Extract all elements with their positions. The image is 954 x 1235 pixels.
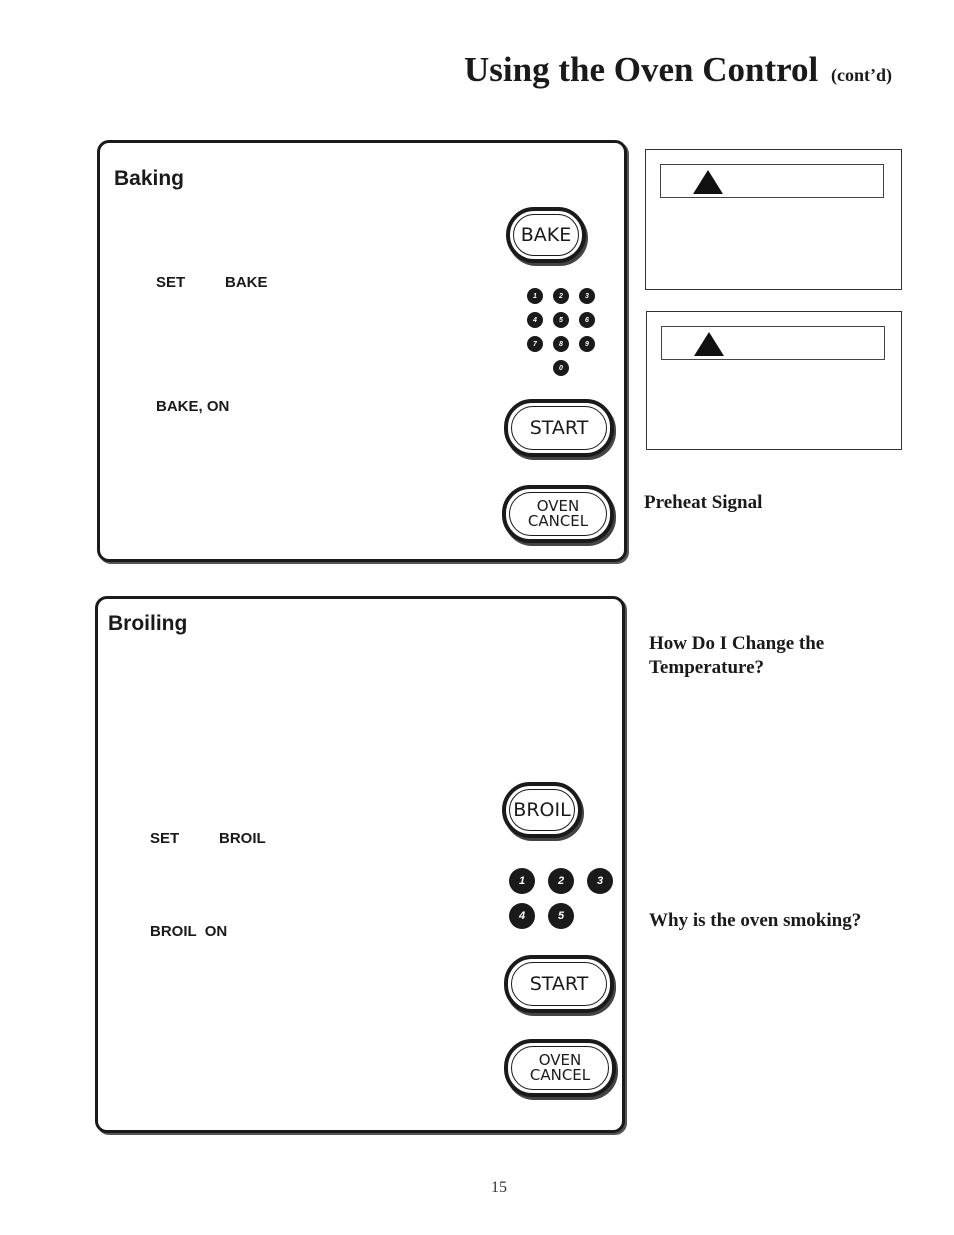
broil-button[interactable] bbox=[502, 782, 582, 838]
preheat-signal-heading: Preheat Signal bbox=[644, 492, 763, 513]
baking-oven-cancel-button[interactable] bbox=[502, 485, 614, 543]
broiling-start-button-label: START bbox=[529, 972, 589, 995]
keypad-key-9[interactable]: 9 bbox=[579, 336, 595, 352]
baking-panel bbox=[97, 140, 627, 562]
broil-button-ring bbox=[509, 789, 575, 831]
broil-keypad-key-4[interactable]: 4 bbox=[509, 903, 535, 929]
change-temperature-heading bbox=[649, 632, 824, 680]
keypad-key-8[interactable]: 8 bbox=[553, 336, 569, 352]
baking-start-button[interactable] bbox=[504, 399, 614, 457]
page-title-suffix: (cont’d) bbox=[831, 65, 892, 85]
baking-oven-cancel-line1: OVEN bbox=[536, 497, 580, 515]
bake-button[interactable] bbox=[506, 207, 586, 263]
broiling-start-button[interactable] bbox=[504, 955, 614, 1013]
broiling-set-label: SET bbox=[150, 830, 180, 847]
broil-keypad-key-2[interactable]: 2 bbox=[548, 868, 574, 894]
keypad-key-7[interactable]: 7 bbox=[527, 336, 543, 352]
broiling-oven-cancel-line1: OVEN bbox=[538, 1051, 582, 1069]
keypad-key-3[interactable]: 3 bbox=[579, 288, 595, 304]
keypad-key-4[interactable]: 4 bbox=[527, 312, 543, 328]
baking-start-button-ring bbox=[511, 406, 607, 450]
baking-start-button-label: START bbox=[529, 416, 589, 439]
broiling-start-button-ring bbox=[511, 962, 607, 1006]
keypad-key-1[interactable]: 1 bbox=[527, 288, 543, 304]
broiling-heading: Broiling bbox=[108, 612, 188, 635]
page-title-text: Using the Oven Control bbox=[464, 50, 819, 89]
change-temperature-heading-line1: How Do I Change the bbox=[649, 633, 825, 654]
broil-button-label: BROIL bbox=[513, 798, 571, 821]
warning-triangle-icon bbox=[693, 170, 723, 194]
warning-header-bar-2 bbox=[661, 326, 885, 360]
page-title bbox=[464, 50, 892, 90]
bake-button-ring bbox=[513, 214, 579, 256]
broiling-oven-cancel-button[interactable] bbox=[504, 1039, 616, 1097]
warning-header-bar-1 bbox=[660, 164, 884, 198]
keypad-key-6[interactable]: 6 bbox=[579, 312, 595, 328]
keypad-key-5[interactable]: 5 bbox=[553, 312, 569, 328]
baking-oven-cancel-line2: CANCEL bbox=[527, 512, 589, 530]
broiling-oven-cancel-line2: CANCEL bbox=[529, 1066, 591, 1084]
broiling-broil-label: BROIL bbox=[219, 830, 266, 847]
warning-box-1 bbox=[645, 149, 902, 290]
bake-button-label: BAKE bbox=[520, 223, 572, 246]
change-temperature-heading-line2: Temperature? bbox=[649, 657, 765, 678]
keypad-key-0[interactable]: 0 bbox=[553, 360, 569, 376]
oven-smoking-heading: Why is the oven smoking? bbox=[649, 910, 862, 931]
warning-triangle-icon bbox=[694, 332, 724, 356]
baking-set-label: SET bbox=[156, 274, 186, 291]
baking-oven-cancel-ring bbox=[509, 492, 607, 536]
page-number: 15 bbox=[491, 1179, 507, 1196]
broil-keypad-key-1[interactable]: 1 bbox=[509, 868, 535, 894]
broil-keypad-key-5[interactable]: 5 bbox=[548, 903, 574, 929]
broiling-panel bbox=[95, 596, 625, 1133]
broiling-broil-on-label: BROIL ON bbox=[150, 923, 228, 940]
baking-heading: Baking bbox=[114, 167, 185, 190]
keypad-key-2[interactable]: 2 bbox=[553, 288, 569, 304]
baking-bake-label: BAKE bbox=[225, 274, 268, 291]
baking-bake-on-label: BAKE, ON bbox=[156, 398, 230, 415]
broil-keypad-key-3[interactable]: 3 bbox=[587, 868, 613, 894]
warning-box-2 bbox=[646, 311, 902, 450]
broiling-oven-cancel-ring bbox=[511, 1046, 609, 1090]
